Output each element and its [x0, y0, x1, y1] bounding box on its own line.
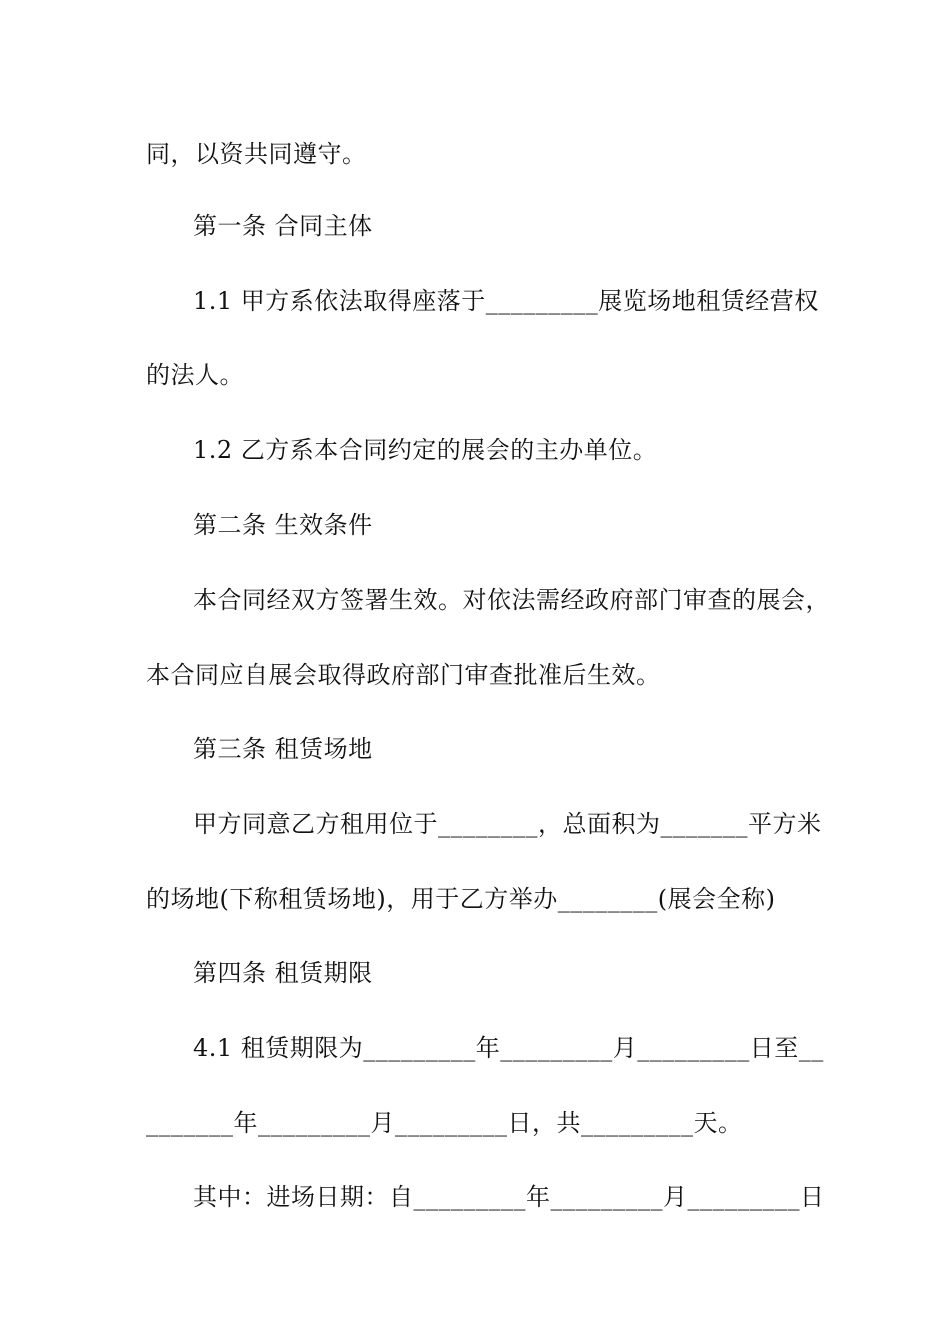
article-2-line-1: 本合同经双方签署生效。对依法需经政府部门审查的展会，: [193, 586, 830, 614]
section-heading-1: 第一条 合同主体: [193, 212, 373, 240]
section-heading-2: 第二条 生效条件: [193, 511, 373, 539]
entry-date-line: 其中：进场日期：自_________年_________月_________日: [193, 1183, 825, 1211]
article-3-line-2: 的场地(下称租赁场地)，用于乙方举办________(展会全称): [146, 885, 776, 913]
article-3-line-1: 甲方同意乙方租用位于________，总面积为_______平方米: [193, 810, 822, 838]
paragraph-line: 同，以资共同遵守。: [146, 140, 367, 168]
section-heading-3: 第三条 租赁场地: [193, 735, 373, 763]
article-2-line-2: 本合同应自展会取得政府部门审查批准后生效。: [146, 661, 661, 689]
section-heading-4: 第四条 租赁期限: [193, 959, 373, 987]
clause-1-1-line-1: 1.1 甲方系依法取得座落于_________展览场地租赁经营权: [193, 287, 819, 315]
clause-4-1-line-2: _______年_________月_________日，共_________天。: [146, 1109, 743, 1137]
clause-4-1-line-1: 4.1 租赁期限为_________年_________月_________日至__: [193, 1034, 824, 1062]
clause-1-2: 1.2 乙方系本合同约定的展会的主办单位。: [193, 436, 658, 464]
clause-1-1-line-2: 的法人。: [146, 361, 244, 389]
